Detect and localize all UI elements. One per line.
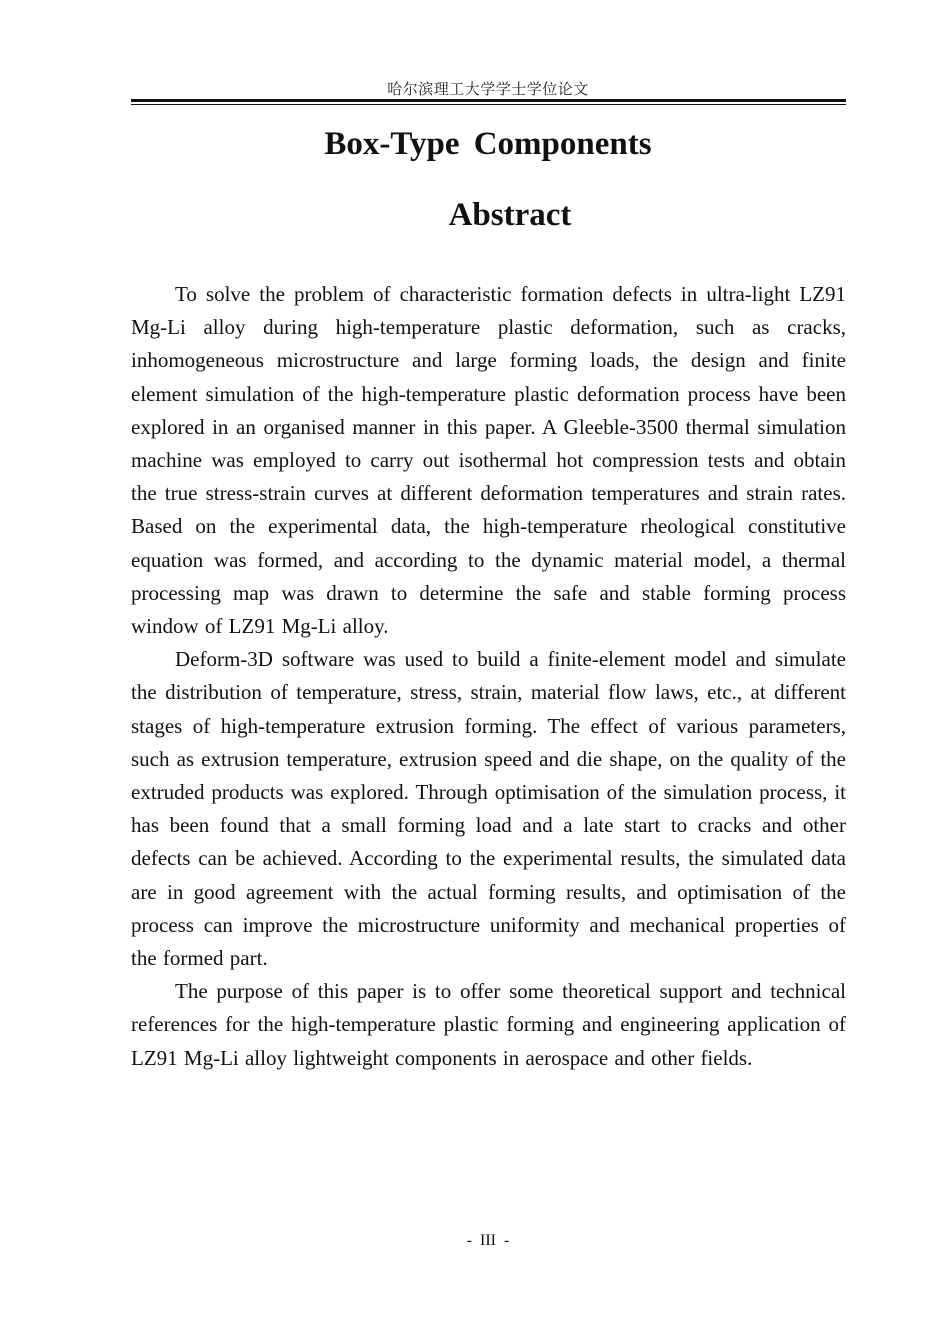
page-number: - III - bbox=[466, 1232, 510, 1249]
paragraph-3: The purpose of this paper is to offer some theoretical support and technical references for the high-temperature plastic forming and engineering application of LZ91 Mg-Li alloy lightweight components in aerospace and other fields. bbox=[131, 979, 846, 1070]
abstract-body bbox=[131, 278, 846, 1075]
section-heading-abstract: Abstract bbox=[448, 197, 572, 233]
running-header-title: 哈尔滨理工大学学士学位论文 bbox=[387, 80, 589, 98]
paragraph-1: To solve the problem of characteristic formation defects in ultra-light LZ91 Mg-Li alloy during high-temperature plastic deformation, such as cracks, inhomogeneous microstructure and large forming loads, the design and finite element simulation of the high-temperature plastic deformation process have been explored in an organised manner in this paper. A Gleeble-3500 thermal simulation machine was employed to carry out isothermal hot compression tests and obtain the true stress-strain curves at different deformation temperatures and strain rates. Based on the experimental data, the high-temperature rheological constitutive equation was formed, and according to the dynamic material model, a thermal processing map was drawn to determine the safe and stable forming process window of LZ91 Mg-Li alloy. bbox=[131, 282, 846, 639]
paragraph-2: Deform-3D software was used to build a finite-element model and simulate the distribution of temperature, stress, strain, material flow laws, etc., at different stages of high-temperature extrusion forming. The effect of various parameters, such as extrusion temperature, extrusion speed and die shape, on the quality of the extruded products was explored. Through optimisation of the simulation process, it has been found that a small forming load and a late start to cracks and other defects can be achieved. According to the experimental results, the simulated data are in good agreement with the actual forming results, and optimisation of the process can improve the microstructure uniformity and mechanical properties of the formed part. bbox=[131, 647, 846, 971]
header-rule-thick bbox=[131, 99, 846, 102]
document-title: Box-Type Components bbox=[324, 126, 652, 162]
header-rule-thin bbox=[131, 104, 846, 105]
